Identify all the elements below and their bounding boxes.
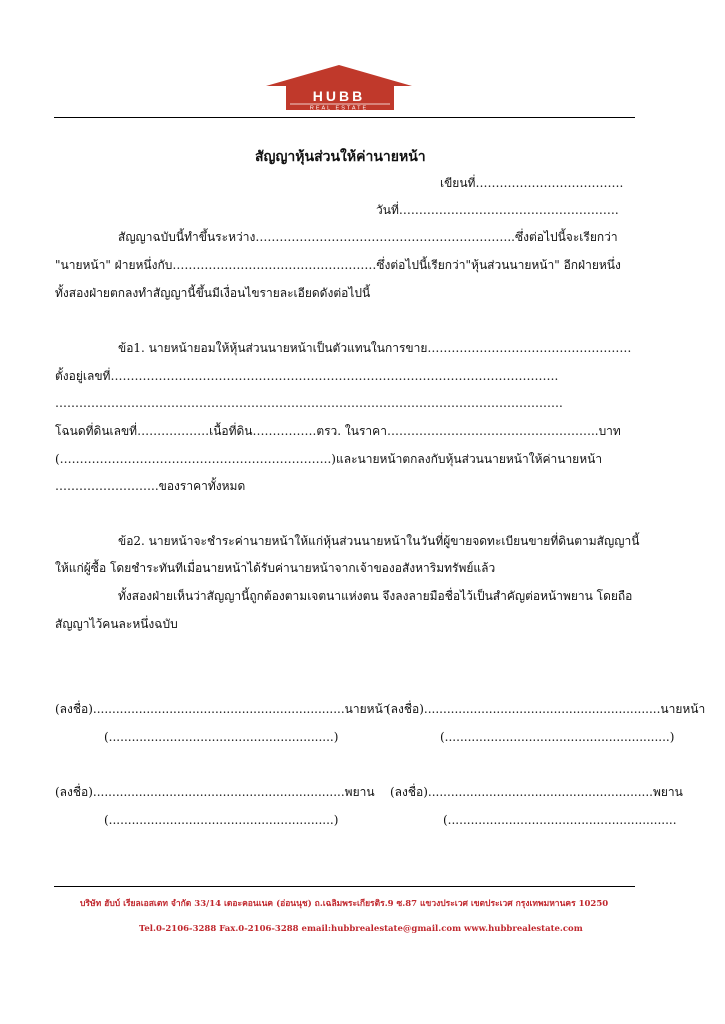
- clause1-line-6: ……………………..ของราคาทั้งหมด: [55, 479, 246, 493]
- logo-house-icon: [266, 64, 412, 112]
- clause2-line-2: ให้แก่ผู้ซื้อ โดยชำระทันทีเมื่อนายหน้าได้รับค่านายหน้าจากเจ้าของอสังหาริมทรัพย์แล้ว: [55, 561, 496, 575]
- clause2-line-3: ทั้งสองฝ่ายเห็นว่าสัญญานี้ถูกต้องตามเจตนาแห่งตน จึงลงลายมือชื่อไว้เป็นสำคัญต่อหน้าพยาน โดยถือ: [118, 589, 633, 603]
- clause1-line-1: ข้อ1. นายหน้ายอมให้หุ้นส่วนนายหน้าเป็นตัวแทนในการขาย……………………………………………: [118, 341, 632, 355]
- witness1-signature-line: (ลงชื่อ)..................................................................พยาน: [55, 785, 375, 799]
- clause1-line-3: ……………………………………………………………………………………………………………….: [55, 396, 563, 410]
- clause2-line-1: ข้อ2. นายหน้าจะชำระค่านายหน้าให้แก่หุ้นส่วนนายหน้าในวันที่ผู้ขายจดทะเบียนขายที่ดินตามสัญญานี้: [118, 534, 640, 548]
- broker-name-line: (...........................................................): [104, 730, 339, 744]
- witness2-name-line: (............................................................: [443, 813, 677, 827]
- intro-line-2: "นายหน้า" ฝ่ายหนึ่งกับ……………………………………………ซึ่งต่อไปนี้เรียกว่า"หุ้นส่วนนายหน้า" อีกฝ่ายหนึ่ง: [55, 258, 621, 272]
- broker-signature-line: (ลงชื่อ)..................................................................นายหน้า: [55, 702, 390, 716]
- written-at-field: เขียนที่……………………………….: [440, 176, 624, 190]
- witness1-name-line: (...........................................................): [104, 813, 339, 827]
- witness2-signature-line: (ลงชื่อ)...........................................................พยาน: [390, 785, 683, 799]
- footer-contact: Tel.0-2106-3288 Fax.0-2106-3288 email:hubbrealestate@gmail.com www.hubbrealestate.com: [139, 924, 583, 934]
- logo-brand-text: HUBB: [312, 88, 366, 104]
- date-field: วันที่……………………………………………….: [376, 203, 619, 217]
- partner-signature-line: (ลงชื่อ)..............................................................นายหน้า: [386, 702, 706, 716]
- header-divider: [54, 117, 635, 118]
- footer-address: บริษัท ฮับบ์ เรียลเอสเตท จำกัด 33/14 เดอะคอนเนค (อ่อนนุช) ถ.เฉลิมพระเกียรติร.9 ซ.87 แขวงประเวศ เขตประเวศ กรุงเทพมหานคร 10250: [80, 899, 609, 909]
- document-title: สัญญาหุ้นส่วนให้ค่านายหน้า: [255, 149, 426, 165]
- clause1-line-4: โฉนดที่ดินเลขที่………………เนื้อที่ดิน…………….ตรว. ในราคา……………………………………………..บาท: [55, 424, 621, 438]
- partner-name-line: (...........................................................): [440, 730, 675, 744]
- clause1-line-5: (…………………………………………………………..)และนายหน้าตกลงกับหุ้นส่วนนายหน้าให้ค่านายหน้า: [55, 452, 603, 466]
- clause2-line-4: สัญญาไว้คนละหนึ่งฉบับ: [55, 617, 178, 631]
- footer-divider: [54, 886, 635, 887]
- company-logo: [266, 64, 412, 112]
- intro-line-1: สัญญาฉบับนี้ทำขึ้นระหว่าง………………………………………………………..ซึ่งต่อไปนี้จะเรียกว่า: [118, 230, 618, 244]
- clause1-line-2: ตั้งอยู่เลขที่………………………………………………………………………………………………….: [55, 369, 559, 383]
- intro-line-3: ทั้งสองฝ่ายตกลงทำสัญญานี้ขึ้นมีเงื่อนไขรายละเอียดดังต่อไปนี้: [55, 286, 371, 300]
- logo-tagline-text: REAL ESTATE: [309, 105, 369, 112]
